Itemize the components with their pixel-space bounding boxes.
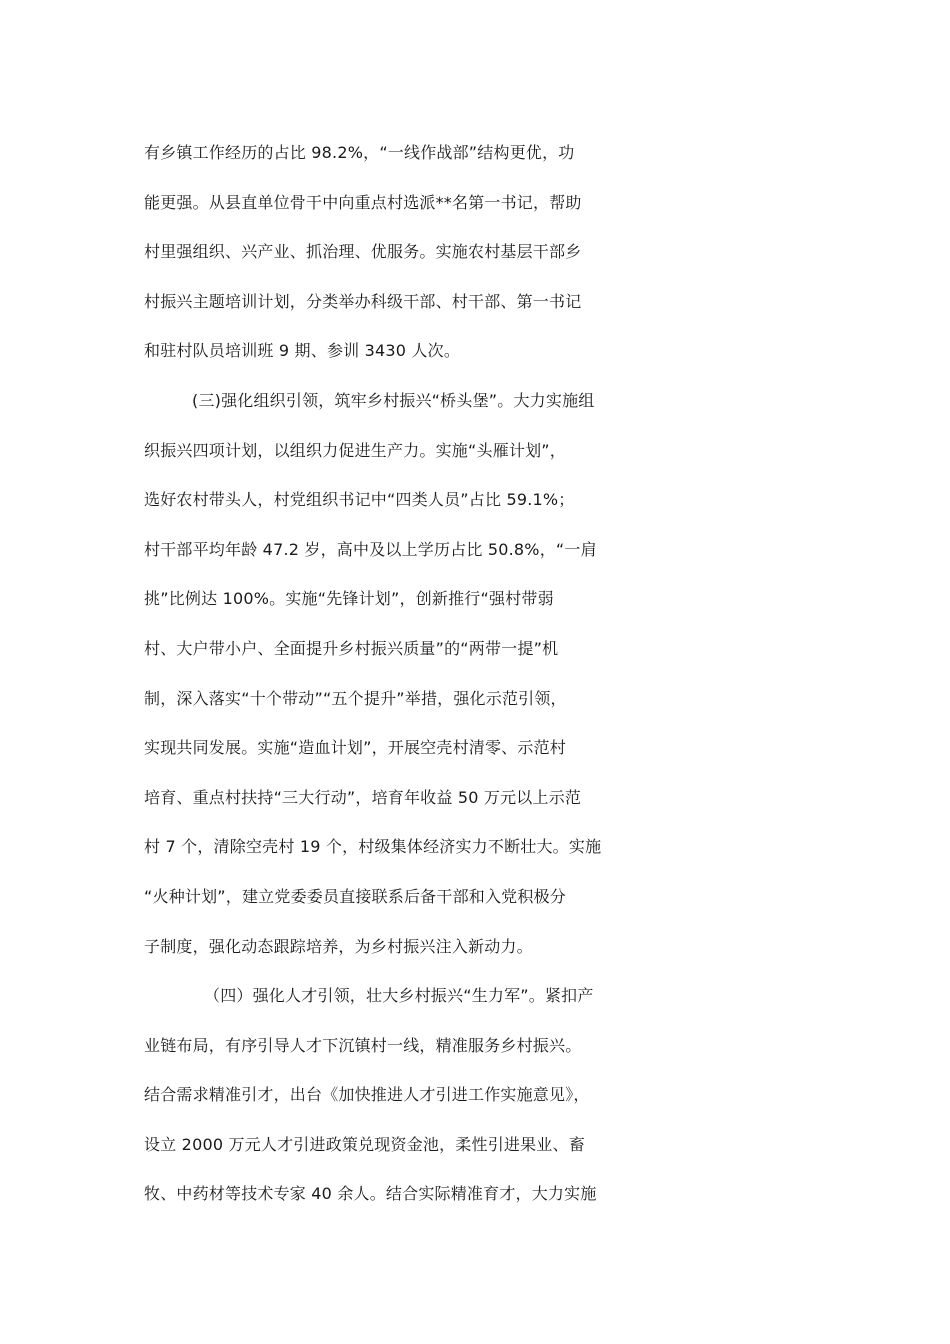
body-text bbox=[144, 128, 824, 1219]
text-line: 业链布局，有序引导人才下沉镇村一线，精准服务乡村振兴。 bbox=[144, 1035, 582, 1055]
text-line: 村、大户带小户、全面提升乡村振兴质量”的“两带一提”机 bbox=[144, 638, 559, 658]
section-heading-line: （四）强化人才引领，壮大乡村振兴“生力军”。紧扣产 bbox=[204, 986, 594, 1006]
text-line: 实现共同发展。实施“造血计划”，开展空壳村清零、示范村 bbox=[144, 738, 566, 758]
text-line: 制，深入落实“十个带动”“五个提升”举措，强化示范引领， bbox=[144, 688, 567, 708]
text-line: 选好农村带头人，村党组织书记中“四类人员”占比 59.1%； bbox=[144, 490, 575, 510]
text-line: 牧、中药材等技术专家 40 余人。结合实际精准育才，大力实施 bbox=[144, 1184, 597, 1204]
text-line: 村里强组织、兴产业、抓治理、优服务。实施农村基层干部乡 bbox=[144, 242, 582, 262]
text-line: 村振兴主题培训计划，分类举办科级干部、村干部、第一书记 bbox=[144, 291, 582, 311]
text-line: 和驻村队员培训班 9 期、参训 3430 人次。 bbox=[144, 341, 461, 361]
text-line: 培育、重点村扶持“三大行动”，培育年收益 50 万元以上示范 bbox=[144, 787, 582, 807]
text-line: 能更强。从县直单位骨干中向重点村选派**名第一书记，帮助 bbox=[144, 192, 582, 212]
text-line: 织振兴四项计划，以组织力促进生产力。实施“头雁计划”， bbox=[144, 440, 566, 460]
text-line: 挑”比例达 100%。实施“先锋计划”，创新推行“强村带弱 bbox=[144, 589, 554, 609]
text-line: 村干部平均年龄 47.2 岁，高中及以上学历占比 50.8%，“一肩 bbox=[144, 539, 597, 559]
text-line: 子制度，强化动态跟踪培养，为乡村振兴注入新动力。 bbox=[144, 936, 533, 956]
text-line: 有乡镇工作经历的占比 98.2%，“一线作战部”结构更优，功 bbox=[144, 143, 575, 162]
text-line: 结合需求精准引才，出台《加快推进人才引进工作实施意见》， bbox=[144, 1085, 590, 1105]
section-heading-line: (三)强化组织引领，筑牢乡村振兴“桥头堡”。大力实施组 bbox=[192, 390, 595, 410]
text-line: 村 7 个，清除空壳村 19 个，村级集体经济实力不断壮大。实施 bbox=[144, 837, 602, 857]
text-line: 设立 2000 万元人才引进政策兑现资金池，柔性引进果业、畜 bbox=[144, 1134, 585, 1154]
text-line: “火种计划”，建立党委委员直接联系后备干部和入党积极分 bbox=[144, 886, 566, 906]
